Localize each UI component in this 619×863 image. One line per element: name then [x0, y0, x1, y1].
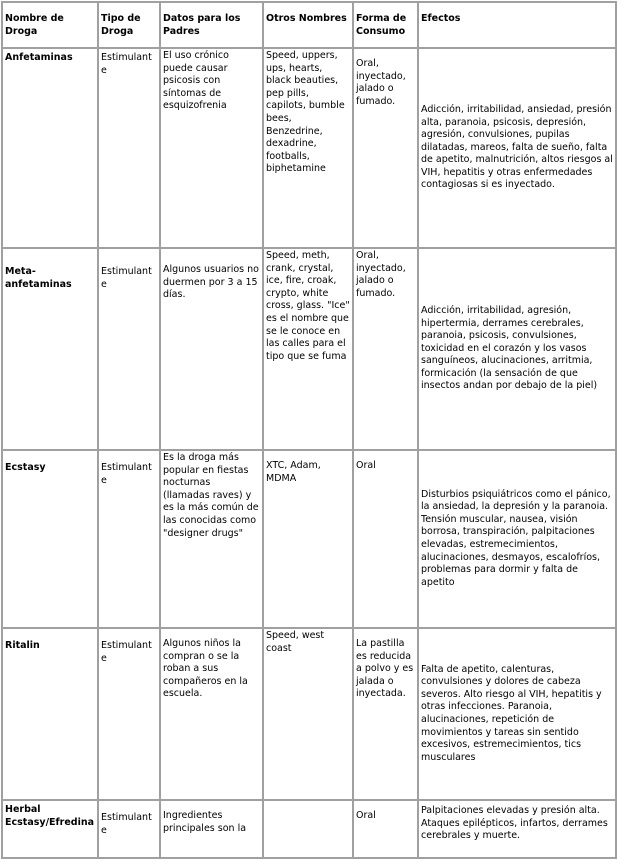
drug-table: [1, 1, 617, 859]
datos-text: Algunos usuarios no duermen por 3 a 15 días.: [163, 264, 259, 301]
nombre-text: Ecstasy: [5, 462, 46, 473]
table-header-row: [2, 2, 616, 48]
cell-datos: El uso crónico puede causar psicosis con síntomas de esquizofrenia: [160, 48, 263, 248]
forma-text: Oral: [356, 460, 376, 471]
cell-otros: [263, 450, 353, 628]
cell-datos: [160, 628, 263, 800]
cell-tipo: [98, 248, 160, 450]
cell-efectos: Adicción, irritabilidad, ansiedad, presión alta, paranoia, psicosis, depresión, agresión, convulsiones, pupilas dilatadas, mareos, falta de sueño, falta de apetito, malnutrición, altos riesgos al VIH, hepatitis y otras enfermedades contagiosas si es inyectado.: [418, 48, 616, 248]
table-row: [2, 628, 616, 800]
cell-otros: Speed, meth, crank, crystal, ice, fire, croak, crypto, white cross, glass. "Ice" es el nombre que se le conoce en las calles para el tipo que se fuma: [263, 248, 353, 450]
table-row: [2, 248, 616, 450]
cell-efectos: Adicción, irritabilidad, agresión, hipertermia, derrames cerebrales, paranoia, psicosis, convulsiones, toxicidad en el corazón y los vasos sanguíneos, alucinaciones, arritmia, formicación (la sensación de que insectos andan por debajo de la piel): [418, 248, 616, 450]
cell-forma: [353, 48, 418, 248]
forma-text: Oral: [356, 810, 376, 821]
header-nombre: Nombre de Droga: [2, 2, 98, 48]
cell-otros: Speed, west coast: [263, 628, 353, 800]
cell-nombre: [2, 248, 98, 450]
cell-efectos: Falta de apetito, calenturas, convulsiones y dolores de cabeza severos. Alto riesgo al VIH, hepatitis y otras infecciones. Paranoia, alucinaciones, repetición de movimientos y tareas sin sentido excesivos, estremecimientos, tics musculares: [418, 628, 616, 800]
cell-efectos: Disturbios psiquiátricos como el pánico, la ansiedad, la depresión y la paranoia. Tensión muscular, nausea, visión borrosa, transpiración, palpitaciones elevadas, estremecimientos, alucinaciones, desmayos, escalofríos, problemas para dormir y falta de apetito: [418, 450, 616, 628]
table-row: [2, 800, 616, 858]
cell-forma: [353, 628, 418, 800]
otros-text: XTC, Adam, MDMA: [266, 460, 321, 484]
cell-otros: [263, 800, 353, 858]
cell-tipo: [98, 800, 160, 858]
cell-tipo: Estimulante: [98, 48, 160, 248]
forma-text: Oral, inyectado, jalado o fumado.: [356, 58, 406, 107]
cell-forma: Oral, inyectado, jalado o fumado.: [353, 248, 418, 450]
forma-text: La pastilla es reducida a polvo y es jalada o inyectada.: [356, 638, 414, 700]
cell-tipo: [98, 450, 160, 628]
nombre-text: Ritalin: [5, 640, 40, 651]
datos-text: Algunos niños la compran o se la roban a sus compañeros en la escuela.: [163, 638, 248, 700]
cell-forma: [353, 800, 418, 858]
cell-otros: Speed, uppers, ups, hearts, black beauties, pep pills, capilots, bumble bees, Benzedrine, dexadrine, footballs, biphetamine: [263, 48, 353, 248]
header-tipo: Tipo de Droga: [98, 2, 160, 48]
table-row: [2, 48, 616, 248]
header-datos: Datos para los Padres: [160, 2, 263, 48]
tipo-text: Estimulante: [101, 812, 152, 836]
tipo-text: Estimulante: [101, 640, 152, 664]
table-row: [2, 450, 616, 628]
tipo-text: Estimulante: [101, 266, 152, 290]
datos-text: Ingredientes principales son la: [163, 810, 247, 834]
cell-nombre: [2, 450, 98, 628]
cell-forma: [353, 450, 418, 628]
cell-nombre: [2, 628, 98, 800]
cell-efectos: Palpitaciones elevadas y presión alta. Ataques epilépticos, infartos, derrames cerebrales y muerte.: [418, 800, 616, 858]
header-forma: Forma de Consumo: [353, 2, 418, 48]
cell-nombre: Anfetaminas: [2, 48, 98, 248]
cell-datos: Es la droga más popular en fiestas nocturnas (llamadas raves) y es la más común de las conocidas como "designer drugs": [160, 450, 263, 628]
cell-datos: [160, 800, 263, 858]
nombre-text: Meta-anfetaminas: [5, 266, 72, 290]
tipo-text: Estimulante: [101, 462, 152, 486]
cell-tipo: [98, 628, 160, 800]
header-otros: Otros Nombres: [263, 2, 353, 48]
cell-datos: [160, 248, 263, 450]
cell-nombre: Herbal Ecstasy/Efredina: [2, 800, 98, 858]
header-efectos: Efectos: [418, 2, 616, 48]
